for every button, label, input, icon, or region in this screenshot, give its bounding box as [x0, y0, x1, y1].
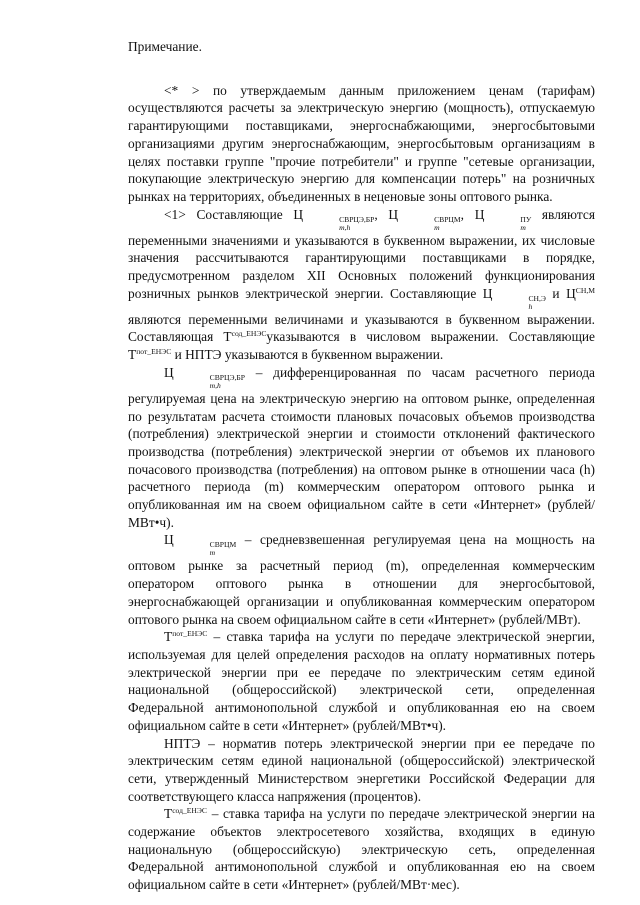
- document-page: [128, 38, 595, 894]
- p2-text-a: <1> Составляющие: [164, 206, 283, 222]
- p2-text-d: являются переменными величинами и указываются в буквенном выражении. Составляющая: [128, 311, 595, 345]
- definition-svrce-br: Ц СВРЦЭ,БР m,h – дифференцированная по часам расчетного периода регулируемая цена на электрическую энергию на оптовом рынке, определенная по результатам расчета стоимости плановых почасовых объемов производства (потребления) электрической энергии и стоимости отклонений фактического производства (потребления) электрической энергии от объемов их планового почасового производства (потребления) на оптовом рынке в отношении часа (h) расчетного периода (m) коммерческим оператором оптового рынка и опубликованная им на своем официальном сайте в сети «Интернет» (рублей/МВт•ч).: [128, 364, 595, 530]
- symbol-c-pu: Ц ПУ m: [474, 206, 532, 232]
- symbol-t-sod-enes: $Т^{сод\_ЕНЭС}$: [223, 329, 267, 345]
- p2-text-b: являются переменными значениями и указываются в буквенном выражении, их числовые значения рассчитываются гарантирующими поставщиками в порядке, предусмотренном разделом XII Основных положений функционирования розничных рынков электрической энергии. Составляющие: [128, 206, 595, 301]
- symbol-t-pot-enes: $Т^{пот\_ЕНЭС}$: [164, 629, 208, 645]
- note-paragraph-1: <1> Составляющие Ц СВРЦЭ,БР m,h , Ц СВРЦМ m , Ц ПУ m являются переменными значениями и указываются в буквенном выражении, их числовые значения рассчитываются гарантирующими поставщиками в порядке, предусмотренном разделом XII Основных положений функционирования розничных рынков электрической энергии. Составляющие Ц СН,Э h и $Ц^{СН,М}$ являются переменными величинами и указываются в буквенном выражении. Составляющая $Т^{сод\_ЕНЭС}указываются$ в числовом выражении. Составляющие $Т^{пот\_ЕНЭС}$ и НПТЭ указываются в буквенном выражении.: [128, 206, 595, 363]
- p2-text-c: и: [552, 285, 560, 301]
- definition-svrcm: Ц СВРЦМ m – средневзвешенная регулируемая цена на мощность на оптовом рынке за расчетный период (m), определенная коммерческим оператором оптового рынка в отношении для энергосбытовой, энергоснабжающей организации и опубликованная коммерческим оператором оптового рынка на своем официальном сайте в сети «Интернет» (рублей/МВт).: [128, 532, 595, 627]
- symbol-c-svrce-br: Ц СВРЦЭ,БР m,h: [164, 364, 246, 390]
- definition-npte: НПТЭ – норматив потерь электрической энергии при ее передаче по электрическим сетям единой национальной (общероссийской) электрической сети, утвержденный Министерством энергетики Российской Федерации для соответствующего класса напряжения (процентов).: [128, 735, 595, 804]
- note-paragraph-asterisk: <* > по утверждаемым данным приложением ценам (тарифам) осуществляются расчеты за электрическую энергию (мощность), отпускаемую гарантирующими поставщиками, энергоснабжающими, энергосбытовыми организациями другим энергоснабжающим, энергосбытовым организациям в целях поставки группе "прочие потребители" и группе "сетевые организации, покупающие электрическую энергию для компенсации потерь" на розничных рынках на территориях, объединенных в неценовые зоны оптового рынка.: [128, 82, 595, 204]
- symbol-c-svrcm: Ц СВРЦМ m: [388, 206, 461, 232]
- definition-t-sod-enes: $Т^{сод\_ЕНЭС}$ – ставка тарифа на услуги по передаче электрической энергии на содержание объектов электросетевого хозяйства, входящих в единую национальную (общероссийскую) электрическую сеть, определенная Федеральной антимонопольной службой и опубликованная ею на своем официальном сайте в сети «Интернет» (рублей/МВт·мес).: [128, 806, 595, 893]
- definition-t-pot-enes: $Т^{пот\_ЕНЭС}$ – ставка тарифа на услуги по передаче электрической энергии, используемая для целей определения расходов на оплату нормативных потерь электрической энергии при ее передаче по электрическим сетям единой национальной (общероссийской) электрической сети, определенная Федеральной антимонопольной службой и опубликованная ею на своем официальном сайте в сети «Интернет» (рублей/МВт•ч).: [128, 629, 595, 733]
- p2-text-f: и НПТЭ указываются в буквенном выражении.: [174, 347, 444, 363]
- symbol-c-svrce-br: Ц СВРЦЭ,БР m,h: [293, 206, 375, 232]
- symbol-c-svrcm: Ц СВРЦМ m: [164, 532, 237, 558]
- symbol-c-sn-m: $Ц^{СН,М}$: [566, 285, 595, 301]
- p2-text-e: указываются в числовом выражении. Составляющие: [266, 329, 595, 345]
- note-heading: Примечание.: [128, 39, 202, 54]
- symbol-c-sn-e: Ц СН,Э h: [482, 285, 546, 311]
- symbol-t-sod-enes: $Т^{сод\_ЕНЭС}$: [164, 806, 207, 822]
- symbol-t-pot-enes: $Т^{пот\_ЕНЭС}$: [128, 347, 172, 363]
